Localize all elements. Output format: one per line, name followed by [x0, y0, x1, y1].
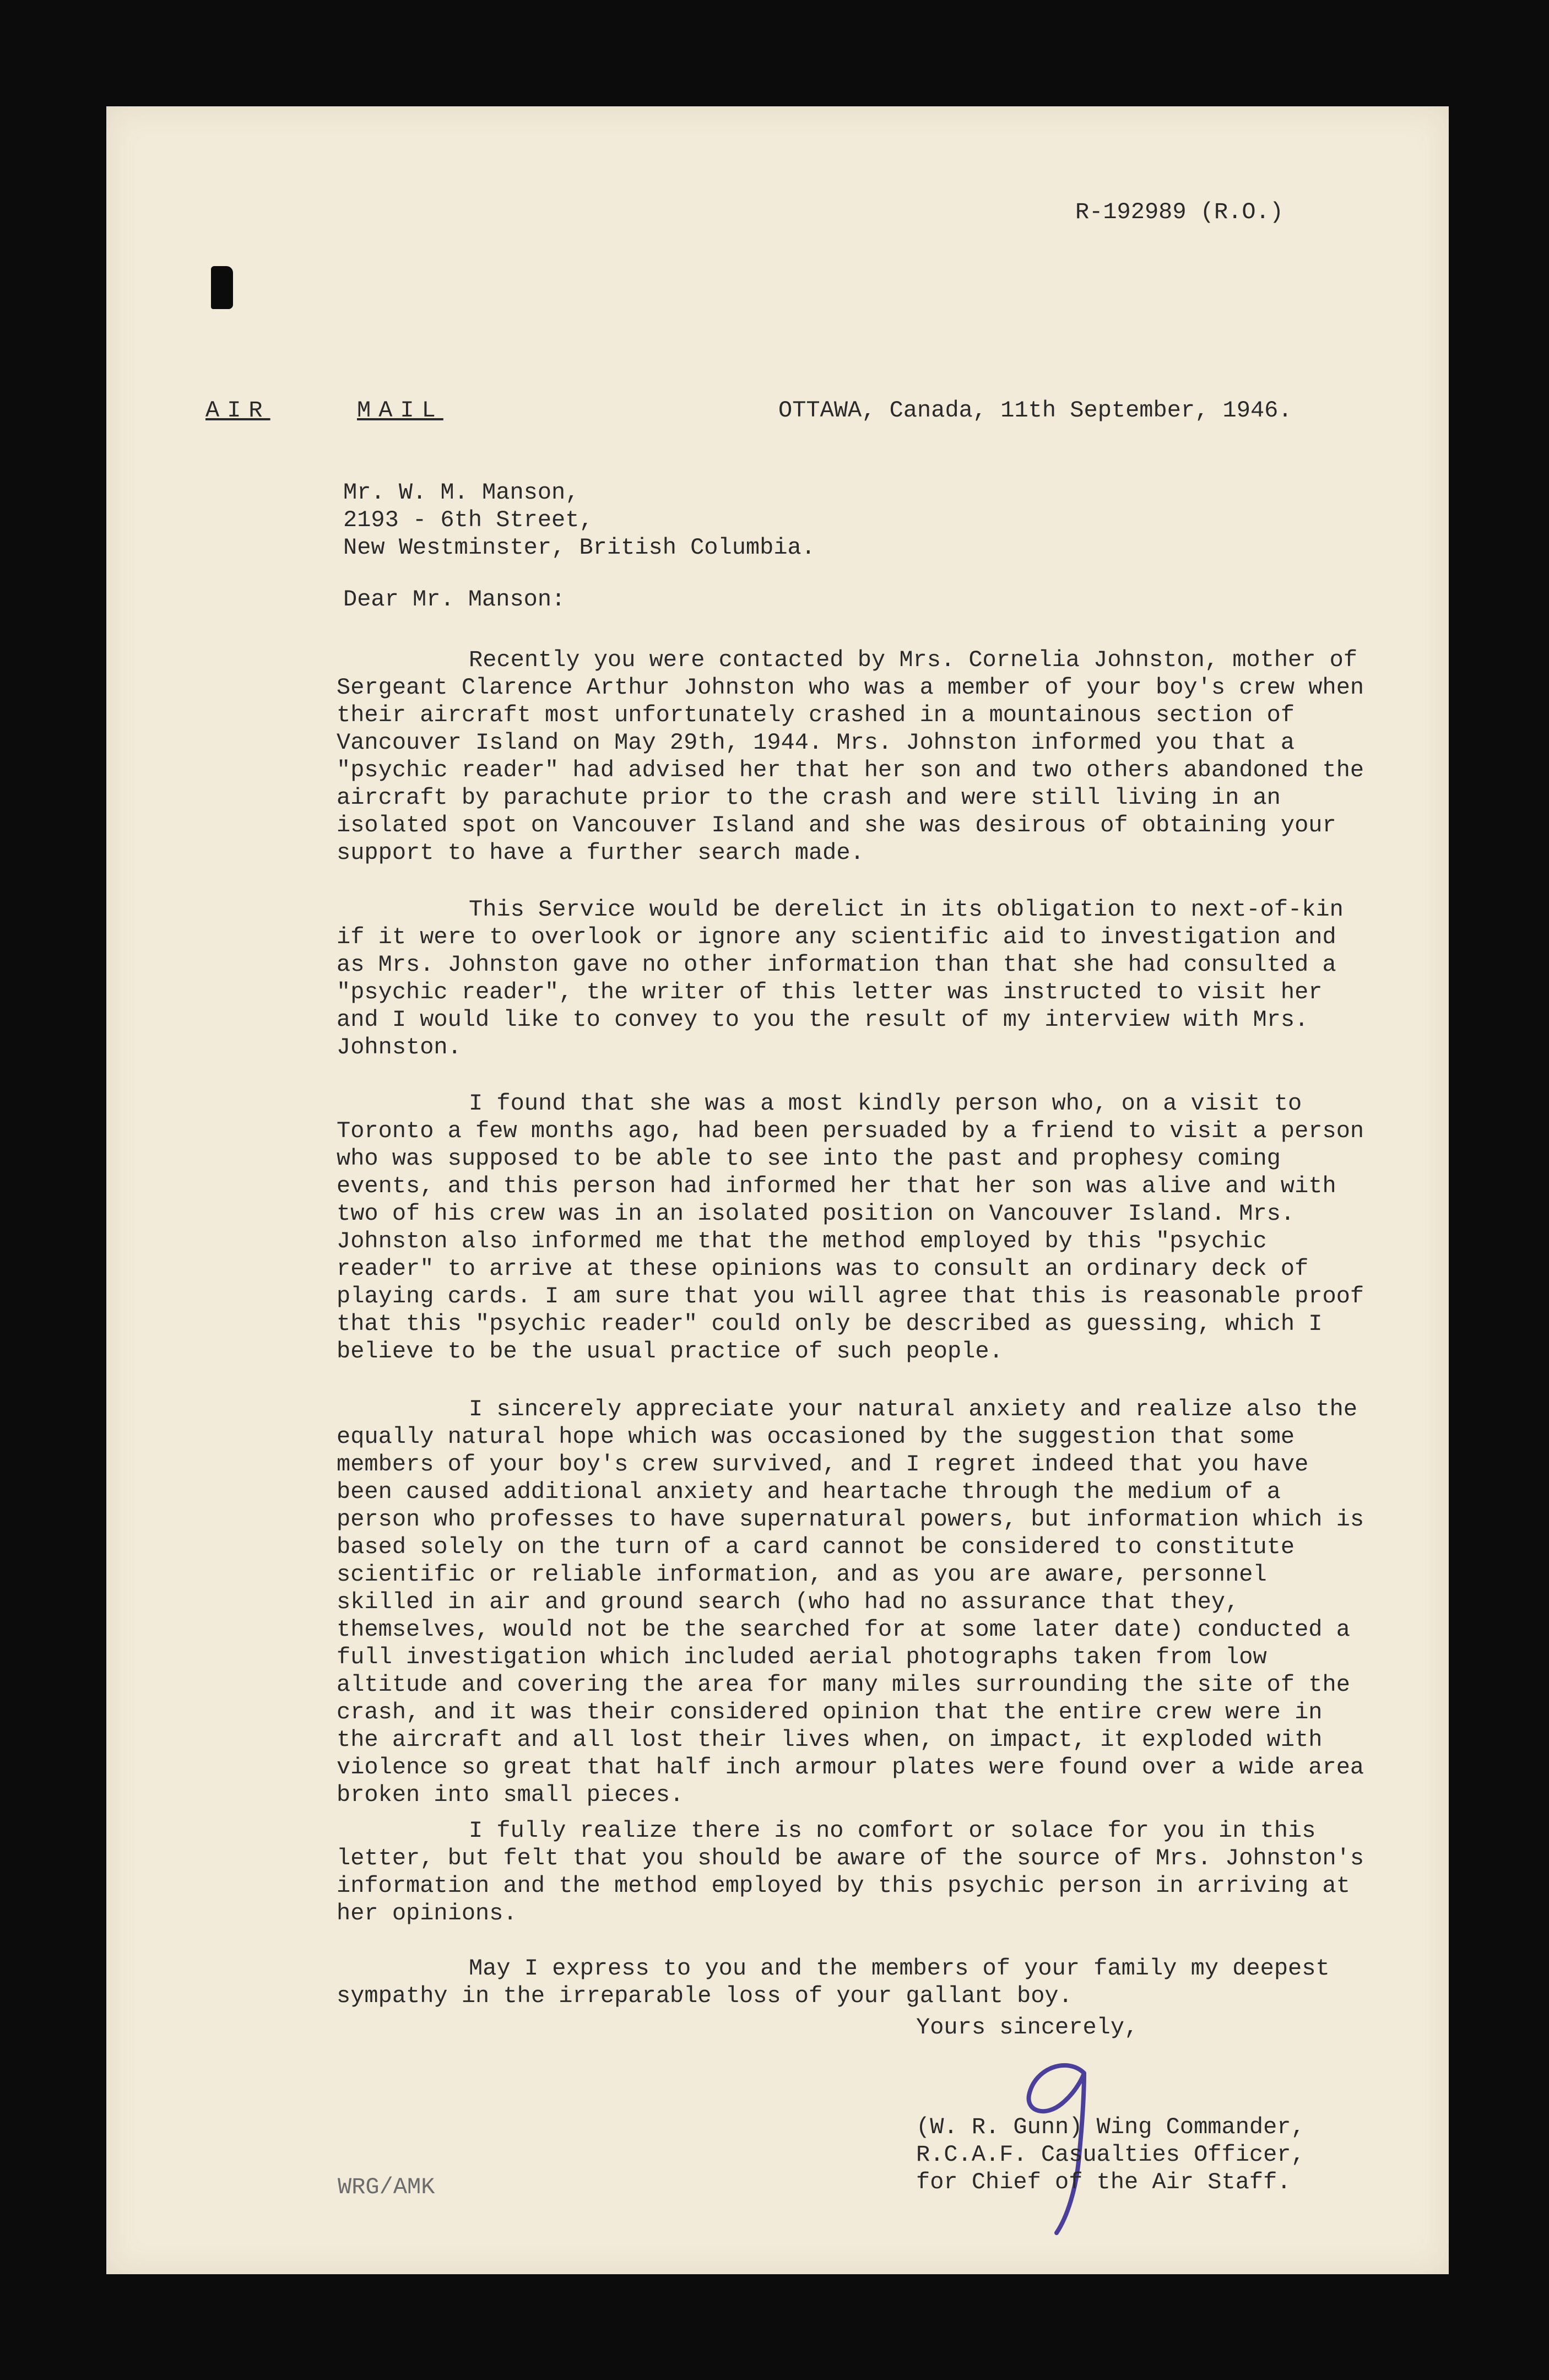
air-label: AIR — [205, 397, 270, 424]
body-paragraph-6 — [337, 1955, 1372, 2010]
paragraph-2-text: This Service would be derelict in its obligation to next-of-kin if it were to overlook or ignore any scientific aid to investigation and as Mrs. Johnston gave no other information than that she had consulted a "psychic reader", the writer of this letter was instructed to visit her and I would like to convey to you the result of my interview with Mrs. Johnston. — [337, 896, 1344, 1061]
file-reference: R-192989 (R.O.) — [1075, 199, 1283, 225]
letter-page — [106, 106, 1449, 2274]
body-paragraph-1 — [337, 646, 1372, 867]
body-paragraph-3 — [337, 1090, 1372, 1365]
typist-initials: WRG/AMK — [338, 2174, 435, 2200]
closing: Yours sincerely, — [916, 2014, 1139, 2041]
punch-hole — [211, 266, 233, 309]
paragraph-1-text: Recently you were contacted by Mrs. Cornelia Johnston, mother of Sergeant Clarence Arthur Johnston who was a member of your boy's crew when their aircraft most unfortunately crashed in a mountainous section of Vancouver Island on May 29th, 1944. Mrs. Johnston informed you that a "psychic reader" had advised her that her son and two others abandoned the aircraft by parachute prior to the crash and were still living in an isolated spot on Vancouver Island and she was desirous of obtaining your support to have a further search made. — [337, 647, 1364, 866]
signer-line-2: R.C.A.F. Casualties Officer, — [916, 2141, 1305, 2168]
address-line-1: Mr. W. M. Manson, — [343, 479, 579, 506]
address-line-3: New Westminster, British Columbia. — [343, 534, 815, 561]
paragraph-4-text: I sincerely appreciate your natural anxiety and realize also the equally natural hope which was occasioned by the suggestion that some members of your boy's crew survived, and I regret indeed that you have been caused additional anxiety and heartache through the medium of a person who professes to have supernatural powers, but information which is based solely on the turn of a card cannot be considered to constitute scientific or reliable information, and as you are aware, personnel skilled in air and ground search (who had no assurance that they, themselves, would not be the searched for at some later date) conducted a full investigation which included aerial photographs taken from low altitude and covering the area for many miles surrounding the site of the crash, and it was their considered opinion that the entire crew were in the aircraft and all lost their lives when, on impact, it exploded with violence so great that half inch armour plates were found over a wide area broken into small pieces. — [337, 1396, 1364, 1808]
body-paragraph-2 — [337, 896, 1372, 1061]
salutation: Dear Mr. Manson: — [343, 586, 566, 613]
date-line: OTTAWA, Canada, 11th September, 1946. — [778, 397, 1292, 424]
paragraph-5-text: I fully realize there is no comfort or solace for you in this letter, but felt that you should be aware of the source of Mrs. Johnston's information and the method employed by this psychic person in arriving at her opinions. — [337, 1818, 1364, 1927]
paragraph-6-text: May I express to you and the members of your family my deepest sympathy in the irreparable loss of your gallant boy. — [337, 1955, 1330, 2009]
body-paragraph-5 — [337, 1817, 1372, 1927]
signature-block — [916, 2113, 1305, 2196]
paragraph-3-text: I found that she was a most kindly person who, on a visit to Toronto a few months ago, had been persuaded by a friend to visit a person who was supposed to be able to see into the past and prophesy coming events, and this person had informed her that her son was alive and with two of his crew was in an isolated position on Vancouver Island. Mrs. Johnston also informed me that the method employed by this "psychic reader" to arrive at these opinions was to consult an ordinary deck of playing cards. I am sure that you will agree that this is reasonable proof that this "psychic reader" could only be described as guessing, which I believe to be the usual practice of such people. — [337, 1090, 1364, 1365]
mail-label: MAIL — [357, 397, 443, 424]
signer-line-3: for Chief of the Air Staff. — [916, 2169, 1291, 2195]
recipient-address — [343, 479, 815, 561]
address-line-2: 2193 - 6th Street, — [343, 507, 593, 533]
signer-line-1: (W. R. Gunn) Wing Commander, — [916, 2114, 1305, 2140]
body-paragraph-4 — [337, 1395, 1372, 1809]
